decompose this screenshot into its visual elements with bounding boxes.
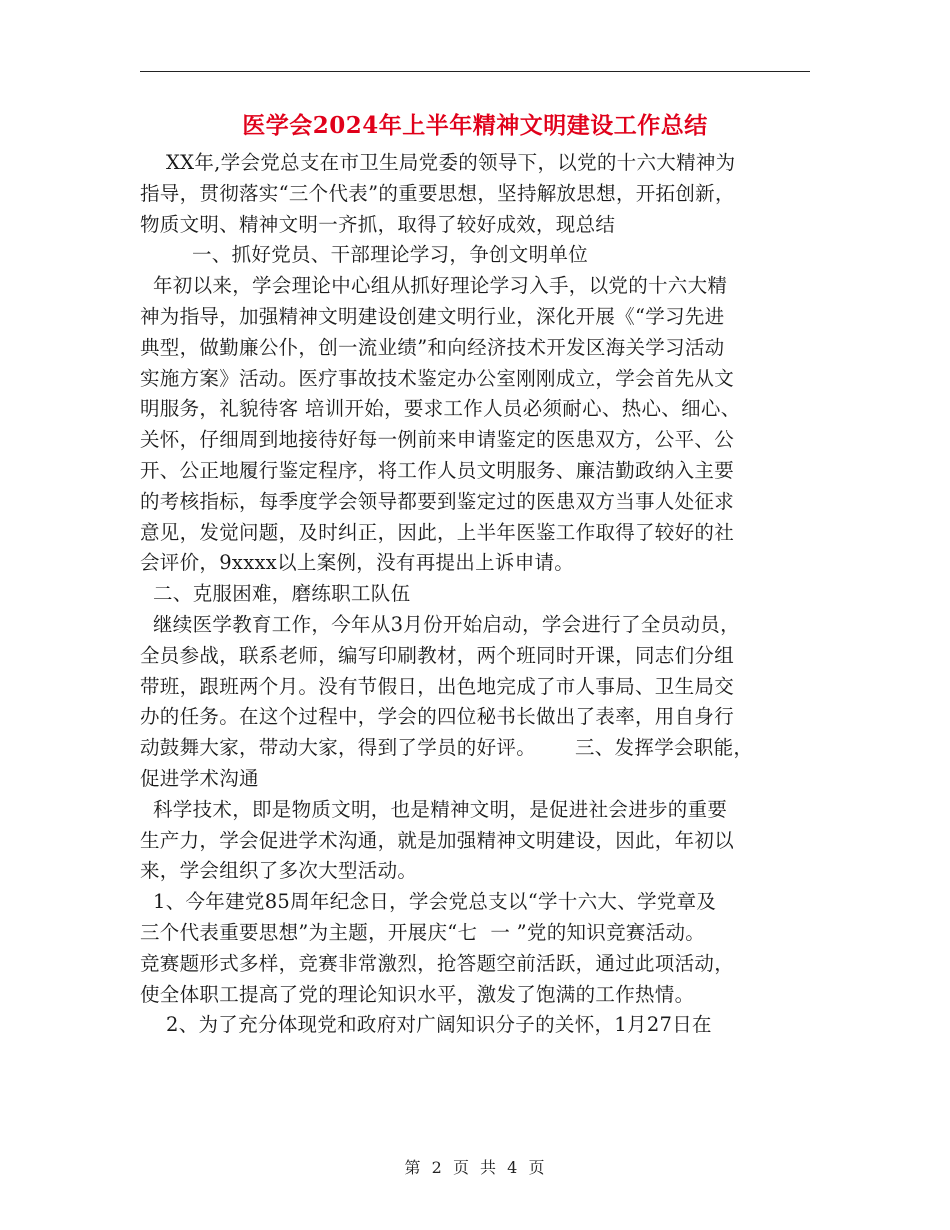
document-body bbox=[140, 148, 810, 1041]
body-line: 会评价，9xxxx以上案例，没有再提出上诉申请。 bbox=[140, 551, 575, 575]
footer-total-pages: 4 bbox=[507, 1158, 519, 1177]
body-line: 2、为了充分体现党和政府对广阔知识分子的关怀，1月27日在 bbox=[140, 1013, 712, 1037]
body-line: 典型，做勤廉公仆，创一流业绩”和向经济技术开发区海关学习活动 bbox=[140, 335, 725, 359]
body-line: 的考核指标，每季度学会领导都要到鉴定过的医患双方当事人处征求 bbox=[140, 489, 735, 513]
body-line: 带班，跟班两个月。没有节假日，出色地完成了市人事局、卫生局交 bbox=[140, 674, 735, 698]
section-heading: 一、抓好党员、干部理论学习，争创文明单位 bbox=[140, 243, 589, 267]
body-line: 关怀，仔细周到地接待好每一例前来申请鉴定的医患双方，公平、公 bbox=[140, 428, 735, 452]
body-line: 实施方案》活动。医疗事故技术鉴定办公室刚刚成立，学会首先从文 bbox=[140, 366, 735, 390]
body-line: 科学技术，即是物质文明，也是精神文明，是促进社会进步的重要 bbox=[140, 797, 728, 821]
body-line: 使全体职工提高了党的理论知识水平，激发了饱满的工作热情。 bbox=[140, 982, 695, 1006]
section-heading: 二、克服困难，磨练职工队伍 bbox=[140, 582, 411, 606]
footer-prefix: 第 bbox=[404, 1158, 422, 1177]
body-line: 办的任务。在这个过程中，学会的四位秘书长做出了表率，用自身行 bbox=[140, 705, 735, 729]
body-line: 三个代表重要思想”为主题，开展庆“七 一 ”党的知识竞赛活动。 bbox=[140, 920, 706, 944]
body-line: XX年,学会党总支在市卫生局党委的领导下，以党的十六大精神为 bbox=[140, 151, 736, 174]
body-line: 全员参战，联系老师，编写印刷教材，两个班同时开课，同志们分组 bbox=[140, 643, 735, 667]
body-line: 明服务，礼貌待客 培训开始，要求工作人员必须耐心、热心、细心、 bbox=[140, 397, 741, 421]
body-line: 继续医学教育工作，今年从3月份开始启动，学会进行了全员动员， bbox=[140, 612, 740, 636]
footer-total-unit: 页 bbox=[528, 1158, 546, 1177]
body-line: 来，学会组织了多次大型活动。 bbox=[140, 859, 418, 883]
header-rule bbox=[140, 71, 810, 72]
body-line: 生产力，学会促进学术沟通，就是加强精神文明建设，因此，年初以 bbox=[140, 828, 735, 852]
footer-page-number: 2 bbox=[431, 1158, 443, 1177]
document-title: 医学会2024年上半年精神文明建设工作总结 bbox=[242, 112, 708, 139]
body-line: 指导，贯彻落实“三个代表”的重要思想，坚持解放思想，开拓创新， bbox=[140, 181, 735, 205]
body-line: 竞赛题形式多样，竞赛非常激烈，抢答题空前活跃，通过此项活动， bbox=[140, 951, 735, 975]
body-line: 促进学术沟通 bbox=[140, 766, 259, 790]
footer-total-prefix: 共 bbox=[480, 1158, 498, 1177]
footer-page-unit: 页 bbox=[452, 1158, 470, 1177]
body-line: 动鼓舞大家，带动大家，得到了学员的好评。 三、发挥学会职能， bbox=[140, 736, 754, 760]
body-line: 开、公正地履行鉴定程序，将工作人员文明服务、廉洁勤政纳入主要 bbox=[140, 458, 735, 482]
body-line: 年初以来，学会理论中心组从抓好理论学习入手，以党的十六大精 bbox=[140, 274, 728, 298]
page-footer bbox=[0, 1155, 950, 1178]
body-line: 1、今年建党85周年纪念日，学会党总支以“学十六大、学党章及 bbox=[140, 890, 717, 914]
body-line: 物质文明、精神文明一齐抓，取得了较好成效，现总结 bbox=[140, 212, 616, 236]
body-line: 意见，发觉问题，及时纠正，因此，上半年医鉴工作取得了较好的社 bbox=[140, 520, 735, 544]
body-line: 神为指导，加强精神文明建设创建文明行业，深化开展《“学习先进 bbox=[140, 304, 725, 328]
